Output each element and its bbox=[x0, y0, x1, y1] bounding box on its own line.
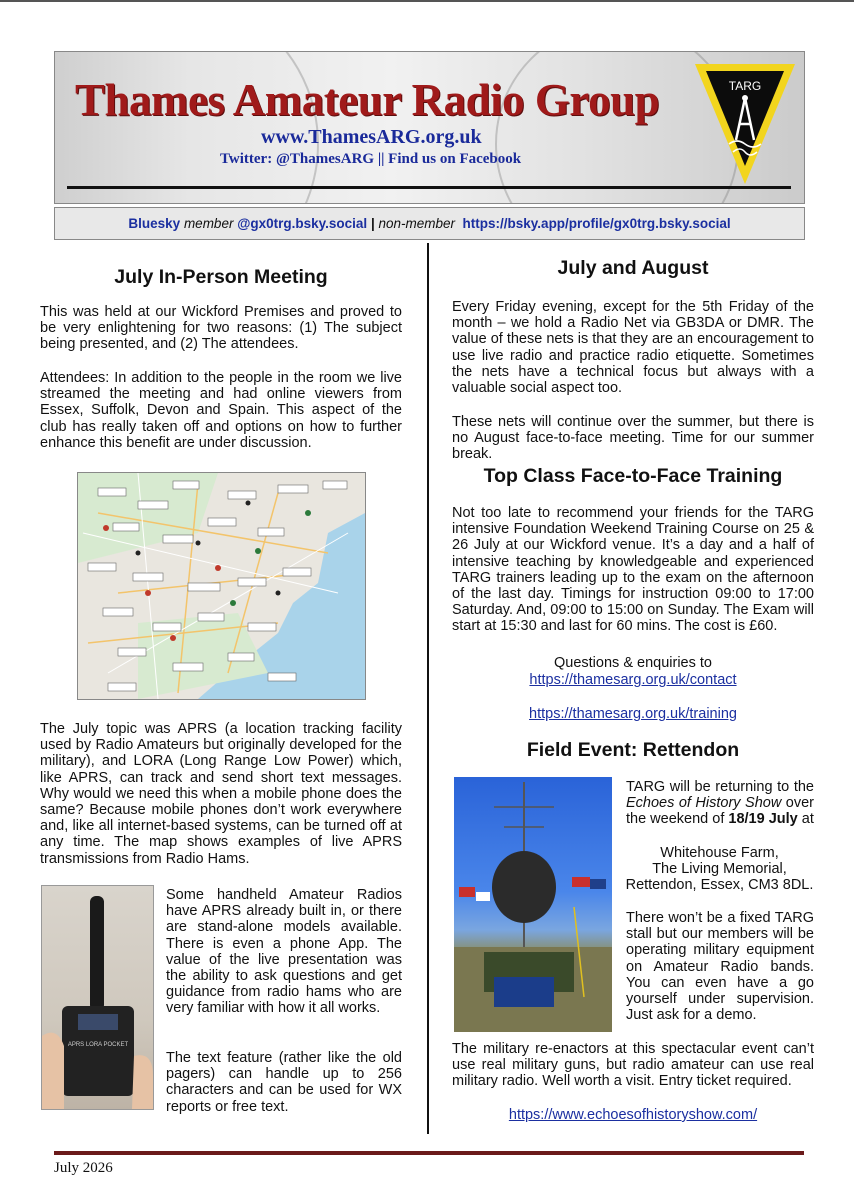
july-august-heading: July and August bbox=[557, 257, 709, 279]
member-handle-link[interactable]: @gx0trg.bsky.social bbox=[237, 216, 368, 231]
training-link[interactable]: https://thamesarg.org.uk/training bbox=[529, 706, 737, 722]
echoes-link-wrap bbox=[452, 1107, 814, 1123]
contact-link[interactable]: https://thamesarg.org.uk/contact bbox=[529, 672, 737, 688]
top-border bbox=[0, 0, 854, 2]
website-text: www.ThamesARG.org.uk bbox=[261, 126, 482, 148]
logo-text: TARG bbox=[728, 79, 762, 93]
separator: | bbox=[370, 216, 375, 231]
footer-date: July 2026 bbox=[54, 1160, 113, 1176]
masthead-banner bbox=[54, 51, 805, 204]
nonmember-label: non-member bbox=[378, 216, 456, 231]
intro-part-a: TARG will be returning to the bbox=[626, 779, 814, 795]
masthead-rule bbox=[67, 186, 791, 189]
echoes-link[interactable]: https://www.echoesofhistoryshow.com/ bbox=[508, 1107, 758, 1123]
footer-rule bbox=[54, 1151, 804, 1155]
address-line-1: Whitehouse Farm, bbox=[660, 845, 779, 861]
intro-part-e: at bbox=[801, 811, 814, 828]
meeting-paragraph-3: The July topic was APRS (a location tracking facility used by Radio Amateurs but originally developed for the military), and LORA (Long Range Low Power) which, like APRS, can track and send short text messages. Why would we need this when a mobile phone does the same? Because mobile phones don’t work everywhere and, like all internet-based systems, can be turned off at any time. The map shows examples of live APRS transmissions from Radio Hams. bbox=[40, 721, 402, 867]
group-title: Thames Amateur Radio Group bbox=[75, 75, 660, 125]
nets-paragraph-1: Every Friday evening, except for the 5th Friday of the month – we hold a Radio Net via GB3DA or DMR. The value of these nets is that they are an encouragement to use live radio and practice radio etiquette. Sometimes the nets have a technical focus but always with a valuable social aspect too. bbox=[452, 299, 814, 397]
show-name: Echoes of History Show bbox=[626, 795, 782, 812]
meeting-paragraph-1: This was held at our Wickford Premises and proved to be very enlightening for two reasons: (1) The subject being presented, and (2) The attendees. bbox=[40, 304, 402, 353]
member-label: member bbox=[183, 216, 234, 231]
handheld-radio-photo bbox=[41, 885, 154, 1110]
bluesky-bar bbox=[54, 207, 805, 240]
field-event-heading: Field Event: Rettendon bbox=[526, 739, 740, 761]
intro-part-c: over the weekend of bbox=[626, 795, 814, 828]
training-heading: Top Class Face-to-Face Training bbox=[483, 465, 783, 487]
column-divider bbox=[427, 243, 429, 1134]
meeting-paragraph-4: Some handheld Amateur Radios have APRS already built in, or there are stand-alone models available. There is even a phone App. The value of the live presentation was the ability to ask questions and get guidance from radio hams who are very familiar with how it all works. bbox=[166, 887, 402, 1017]
address-line-3: Rettendon, Essex, CM3 8DL. bbox=[625, 877, 814, 893]
training-link-wrap bbox=[452, 706, 814, 722]
bluesky-label: Bluesky bbox=[128, 216, 181, 231]
field-event-paragraph-2: There won’t be a fixed TARG stall but our members will be operating military equipment on Amateur Radio bands. You can even have a go yourself under supervision. Just ask for a demo. bbox=[626, 910, 814, 1024]
aprs-map-image bbox=[77, 472, 366, 700]
training-paragraph: Not too late to recommend your friends for the TARG intensive Foundation Weekend Training Course on 25 & 26 July at our Wickford venue. It’s a day and a half of intensive teaching by knowledgeable and experienced TARG trainers leading up to the exam on the afternoon of the last day. Timings for instruction 09:00 to 17:00 Saturday. And, 09:00 to 15:00 on Sunday. The Exam will start at 15:30 and last for 60 mins. The cost is £60. bbox=[452, 505, 814, 635]
targ-logo bbox=[693, 60, 797, 188]
nonmember-url-link[interactable]: https://bsky.app/profile/gx0trg.bsky.social bbox=[462, 216, 731, 231]
social-text: Twitter: @ThamesARG || Find us on Facebook bbox=[220, 151, 522, 167]
event-dates: 18/19 July bbox=[728, 811, 798, 828]
address-line-2: The Living Memorial, bbox=[652, 861, 787, 877]
meeting-paragraph-2: Attendees: In addition to the people in the room we live streamed the meeting and had online viewers from Essex, Suffolk, Devon and Spain. This aspect of the club has really taken off and options on how to further enhance this benefit are under discussion. bbox=[40, 370, 402, 451]
field-event-paragraph-3: The military re-enactors at this spectacular event can’t use real military guns, but radio amateur can use real military radio. Well worth a visit. Entry ticket required. bbox=[452, 1041, 814, 1090]
july-meeting-heading: July In-Person Meeting bbox=[114, 266, 328, 288]
nets-paragraph-2: These nets will continue over the summer, but there is no August face-to-face meeting. Time for our summer break. bbox=[452, 414, 814, 463]
field-event-photo bbox=[454, 777, 612, 1032]
enquiries-text: Questions & enquiries to bbox=[554, 655, 712, 671]
meeting-paragraph-5: The text feature (rather like the old pagers) can handle up to 256 characters and can be used for WX reports or free text. bbox=[166, 1050, 402, 1115]
contact-link-wrap bbox=[452, 672, 814, 688]
device-label: APRS LORA POCKET bbox=[67, 1042, 129, 1048]
field-event-intro bbox=[626, 779, 814, 828]
